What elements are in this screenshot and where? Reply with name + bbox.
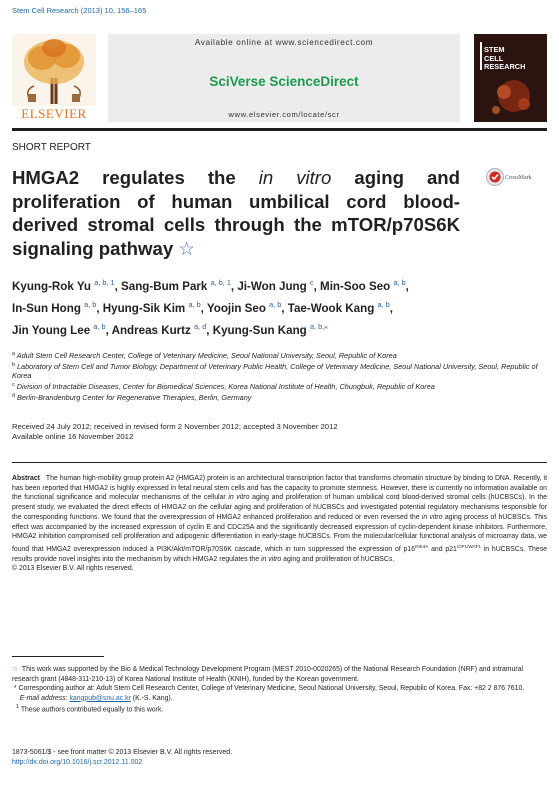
abstract-rule [12, 462, 547, 463]
abstract-superscript: CIP1/WAF1 [456, 543, 481, 549]
corresponding-text: Corresponding author at: Adult Stem Cell Research Center, College of Veterinary Medicine, Seoul National University, Seoul, Republic of Korea. Fax: +82 2 876 7610. [18, 685, 525, 693]
crossmark-icon[interactable] [486, 168, 504, 191]
affiliation-mark: a [12, 351, 15, 357]
issn-line: 1873-5061/$ - see front matter © 2013 Elsevier B.V. All rights reserved. [12, 749, 233, 756]
equal-text: These authors contributed equally to this work. [20, 706, 164, 714]
author-affiliation-mark[interactable]: c [309, 278, 314, 287]
abstract-superscript: INK4A [415, 543, 429, 549]
author-affiliation-mark[interactable]: a, d [194, 322, 207, 331]
cover-title-line: CELL [484, 53, 504, 63]
cover-title-line: STEM [484, 45, 505, 54]
title-footnote-star[interactable]: ☆ [178, 237, 196, 259]
footnotes [12, 665, 547, 715]
author-name: Tae-Wook Kang [287, 302, 375, 315]
publisher-logo-text: ELSEVIER [21, 106, 87, 121]
abstract-italic: in vitro [260, 555, 282, 563]
abstract-text: The human high-mobility group protein A2 (HMGA2) protein is an architectural transcription factor that transforms chromatin structure by binding to DNA. Recently, it has been reported that HMGA2 is highly expressed in fetal neural stem cells and has the capacity to promote stemness. However, there is currently no information available on the functional significance and molecular mechanisms of the cellular [12, 475, 548, 502]
footnote-star-mark: ☆ [12, 666, 19, 673]
affiliation-item [12, 361, 547, 381]
abstract-text: aging and proliferation of hUCBSCs. [281, 555, 395, 563]
equal-contribution-footnote [12, 703, 547, 715]
header-rule [12, 128, 547, 131]
cover-title [484, 46, 525, 72]
issn-block [12, 748, 232, 767]
email-footnote [12, 694, 547, 704]
author-name: Min-Soo Seo [320, 280, 391, 293]
funding-footnote [12, 665, 547, 684]
author-affiliation-mark[interactable]: a, b, 1 [94, 278, 115, 287]
title-text: HMGA2 regulates the [12, 167, 259, 188]
author-name: Sang-Bum Park [121, 280, 208, 293]
title-text: aging and proliferation of human umbilical cord blood-derived stromal cells through the mTOR/p70S6K signaling pathway [12, 167, 460, 259]
author-affiliation-mark[interactable]: a, b [93, 322, 106, 331]
abstract-text: and p21 [428, 545, 457, 553]
author-affiliation-mark[interactable]: a, b [377, 300, 390, 309]
journal-url[interactable]: www.elsevier.com/locate/scr [228, 110, 340, 119]
crossmark-label[interactable]: CrossMark [505, 175, 532, 181]
abstract-copyright: © 2013 Elsevier B.V. All rights reserved. [12, 565, 134, 573]
affiliation-mark: c [12, 382, 15, 389]
author-affiliation-mark[interactable]: a, b [188, 300, 201, 309]
author-name: Ji-Won Jung [237, 280, 307, 293]
journal-cover [474, 34, 547, 122]
author-name: Jin Young Lee [12, 324, 91, 337]
available-online-text: Available online at www.sciencedirect.com [194, 38, 374, 47]
journal-header-banner [108, 34, 460, 122]
affiliation-text: Berlin-Brandenburg Center for Regenerative Therapies, Berlin, Germany [16, 392, 252, 402]
author-name: Yoojin Seo [206, 302, 266, 315]
title-italic: in vitro [258, 167, 332, 188]
author-name: Kyung-Sun Kang [212, 324, 307, 337]
abstract-italic: in vitro [228, 494, 250, 502]
article-history [12, 422, 338, 441]
author-name: Hyung-Sik Kim [102, 302, 186, 315]
funding-text: This work was supported by the Bio & Medical Technology Development Program (MEST 2010-0020265) of the National Research Foundation (NRF) and intramural research grant (4848-311-210-13) of Korea National Institute of Health (KNIH), funded by the Korean government. [12, 666, 524, 683]
affiliation-mark: d [12, 392, 15, 399]
cover-title-line: RESEARCH [484, 62, 526, 72]
abstract-italic: in vitro [421, 513, 443, 521]
author-list: Kyung-Rok Yu $^{a, b, 1}$, Sang-Bum Park $^{a, b, 1}$, Ji-Won Jung $^c$, Min-Soo Seo $^{a, b}$, In-Sun Hong $^{a, b}$, Hyung-Sik Kim $^{a, b}$, Yoojin Seo $^{a, b}$, Tae-Wook Kang $^{a, b}$, Jin Young Lee $^{a, b}$, Andreas Kurtz $^{a, d}$, Kyung-Sun Kang $^{a, b,⁎}$ [12, 278, 409, 337]
sciverse-sciencedirect-logo[interactable]: SciVerse ScienceDirect [209, 74, 359, 89]
author-affiliation-mark[interactable]: a, b [269, 300, 282, 309]
email-suffix: (K.-S. Kang). [132, 694, 173, 702]
email-link[interactable]: kangpub@snu.ac.kr [69, 694, 131, 702]
article-title [12, 166, 460, 260]
footnote-rule [12, 656, 104, 657]
author-affiliation-mark[interactable]: a, b [393, 278, 406, 287]
journal-citation[interactable]: Stem Cell Research (2013) 10, 156–165 [12, 6, 147, 15]
abstract-text: aging process of hUCBSCs. This effect was accompanied by the increased expression of cyclin E and CDC25A and the significantly decreased expression of cyclin-dependent kinase inhibitors. Furthermore, HMGA2 inhibition compromised cell proliferation and adipogenic differentiation in early-stage hUCBSCs. From the molecular/cellular functional analysis of microarray data, we found that HMGA2 overexpression induced a PI3K/Akt/mTOR/p70S6K cascade, which in turn suppressed the expression of p16 [12, 513, 548, 553]
abstract-text: in hUCBSCs. These results provide novel insights into the mechanism by which HMGA2 regulates the [12, 545, 547, 563]
doi-link[interactable]: http://dx.doi.org/10.1016/j.scr.2012.11.002 [12, 758, 143, 766]
section-label: SHORT REPORT [12, 142, 91, 153]
equal-mark: 1 [15, 704, 20, 711]
author-name: In-Sun Hong [12, 302, 81, 315]
author-affiliation-mark[interactable]: a, b, 1 [210, 278, 231, 287]
author-affiliation-mark[interactable]: a, b [84, 300, 97, 309]
affiliation-text: Adult Stem Cell Research Center, College of Veterinary Medicine, Seoul National University, Seoul, Republic of Korea [16, 351, 397, 360]
corresponding-mark: * [13, 685, 17, 693]
author-name: Andreas Kurtz [111, 324, 191, 337]
online-date: Available online 16 November 2012 [12, 431, 134, 441]
affiliation-text: Laboratory of Stem Cell and Tumor Biology, Department of Veterinary Public Health, College of Veterinary Medicine, Seoul National University, Seoul, Republic of Korea [12, 361, 538, 381]
affiliations [12, 350, 547, 403]
abstract-label: Abstract [12, 475, 40, 482]
affiliation-item [12, 350, 547, 361]
author-name: Kyung-Rok Yu [12, 280, 92, 293]
affiliation-text: Division of Intractable Diseases, Center for Biomedical Sciences, Korea National Institute of Health, Chungbuk, Republic of Korea [16, 382, 435, 392]
received-dates: Received 24 July 2012; received in revised form 2 November 2012; accepted 3 November 2012 [12, 422, 338, 431]
email-label: E-mail address: [19, 694, 68, 702]
corresponding-footnote [12, 684, 547, 694]
affiliation-item [12, 392, 547, 403]
affiliation-mark: b [12, 361, 15, 368]
abstract-text: aging and proliferation of human umbilical cord blood-derived stromal cells (hUCBSCs). In the present study, we evaluated the direct effects of HMGA2 on the cellular aging and proliferation of hUCBSCs and investigated potential regulatory mechanisms responsible for the corresponding functions. We found that the overexpression of HMGA2 enhanced proliferation and reduced or even reversed the [12, 494, 547, 521]
author-affiliation-mark[interactable]: a, b,⁎ [309, 322, 328, 331]
affiliation-item [12, 381, 547, 392]
abstract [12, 474, 547, 574]
